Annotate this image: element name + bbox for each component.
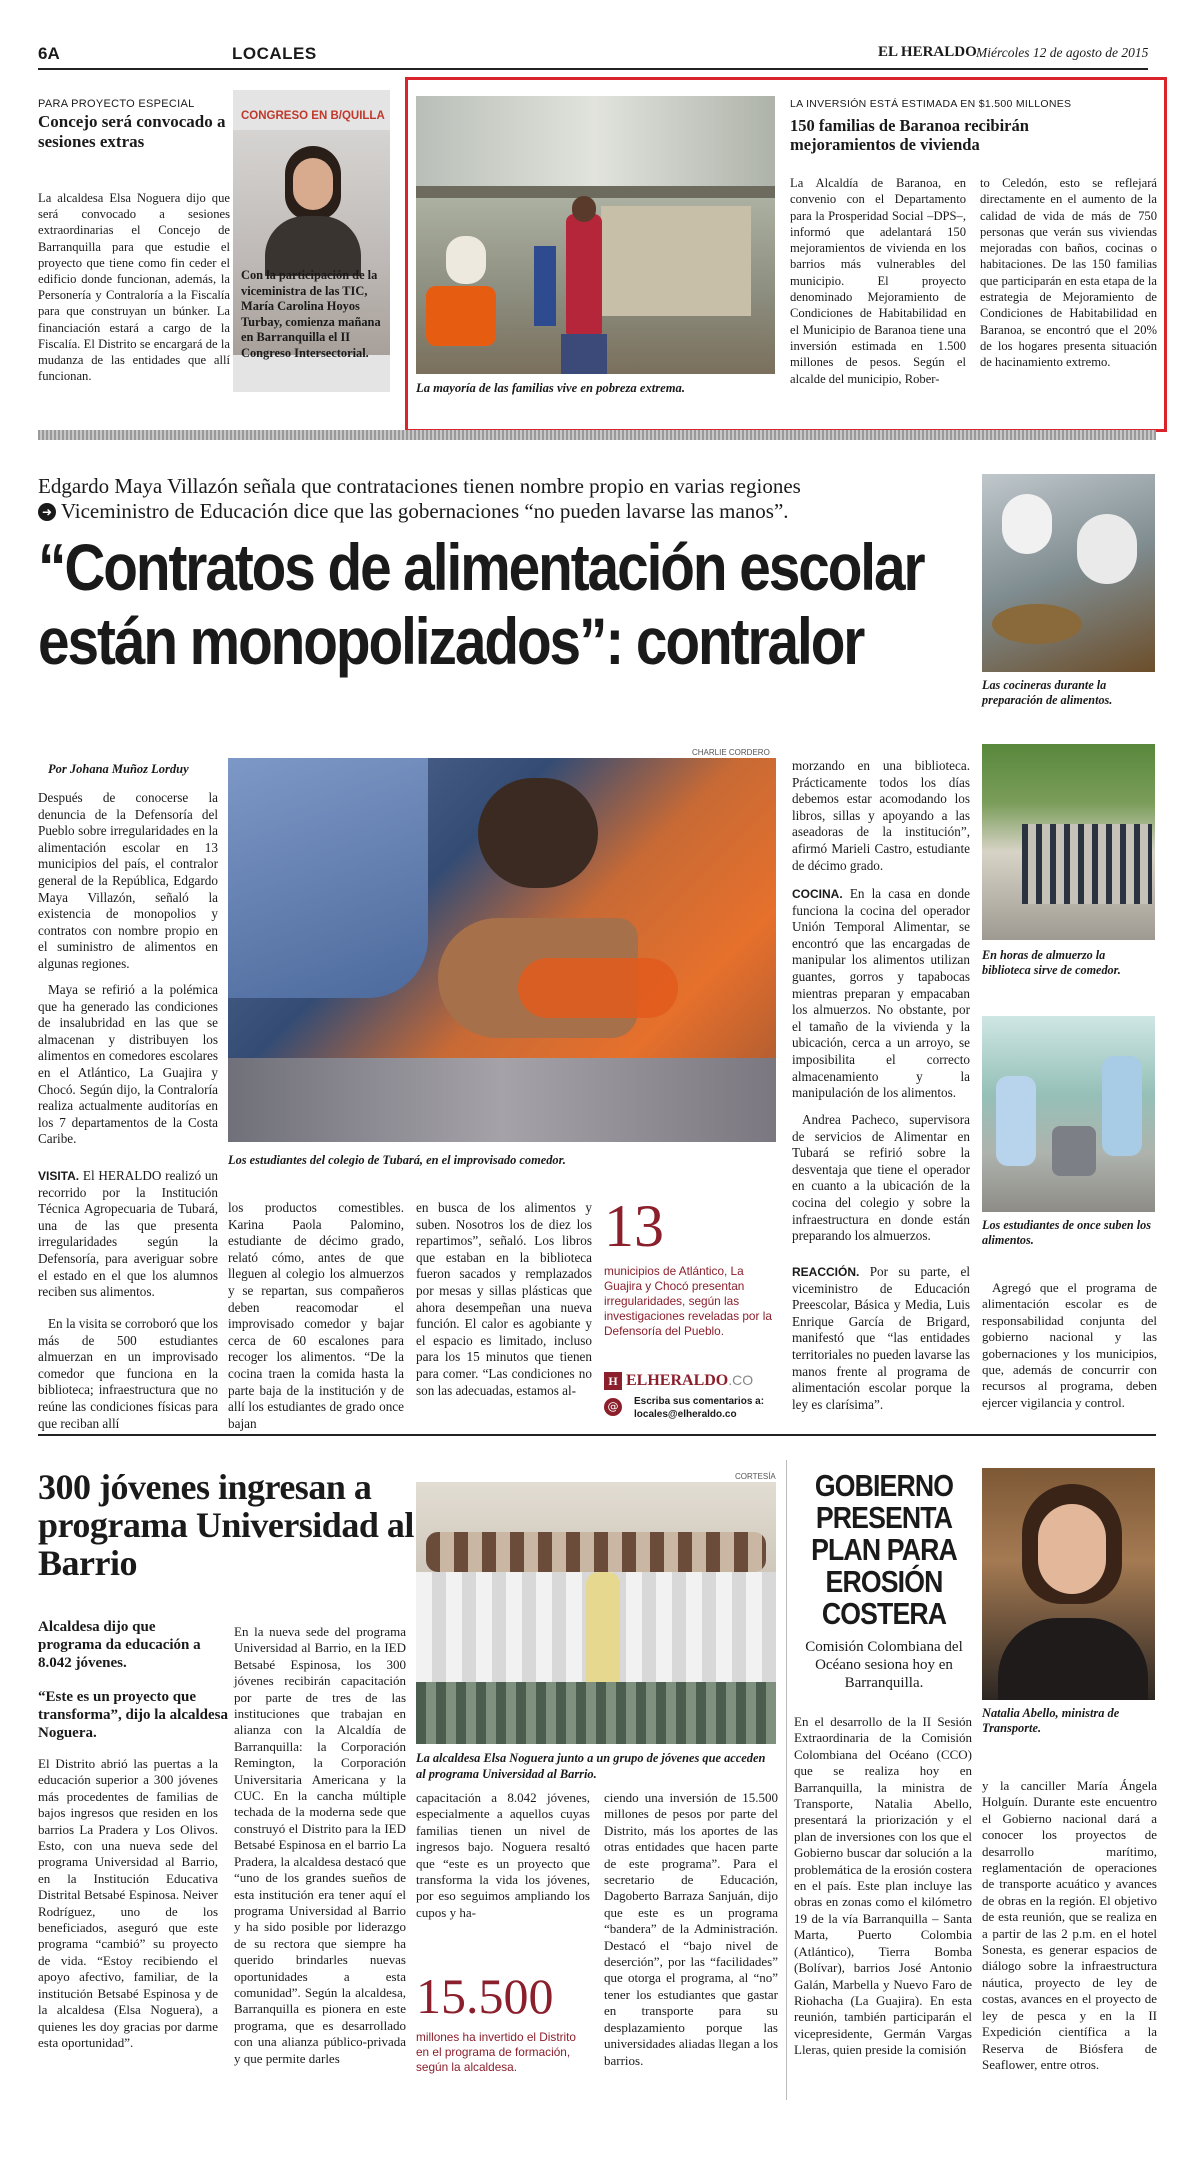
jovenes-photo-credit: CORTESÍA bbox=[735, 1472, 776, 1481]
lower-section-rule bbox=[38, 1434, 1156, 1436]
baranoa-col2: to Celedón, esto se reflejará directamente en el aumento de la calidad de vida de más de 750 personas que verán sus viviendas mejoradas con baños, cocinas o habitaciones. De las 150 familias que participarán en esta etapa de la estrategia de Mejoramiento de Condiciones de Habitabilidad en Baranoa, se encontró que el 20% de los hogares presenta situación de hacinamiento extremo. bbox=[980, 176, 1157, 370]
contratos-headline-line1: “Contratos de alimentación escolar bbox=[38, 530, 924, 604]
page-number: 6A bbox=[38, 44, 60, 63]
side-caption-1: Las cocineras durante la preparación de alimentos. bbox=[982, 678, 1113, 707]
visita-lead: VISITA. bbox=[38, 1169, 80, 1183]
contratos-col3: en busca de los alimentos y suben. Nosotros los de diez los repartimos”, señaló. Los libros que estaban en la biblioteca fueron sacados y remplazados por mesas y sillas plásticas que ahora desempeñan una nueva función. El calor es agobiante y el espacio es limitado, incluso para los 15 minutos que tienen para comer. “Las condiciones no son las adecuadas, estamos al- bbox=[416, 1200, 592, 1398]
contratos-byline: Por Johana Muñoz Lorduy bbox=[48, 762, 189, 776]
contratos-photo-credit: CHARLIE CORDERO bbox=[692, 748, 770, 757]
contratos-col4-p2: En la casa en donde funciona la cocina del operador Unión Temporal Alimentar, se encontró que las encargadas de manipular los alimentos utilizan guantes, gorros y tapabocas mientras preparan y empacaban los almuerzos. No obstante, por el tamaño de la vivienda y la ubicación, cerca a un arroyo, se imposibilita el correcto almacenamiento y la manipulación de los alimentos. bbox=[792, 886, 970, 1101]
baranoa-photo-caption: La mayoría de las familias vive en pobreza extrema. bbox=[416, 381, 685, 395]
contratos-main-photo bbox=[228, 758, 776, 1142]
side-caption-2: En horas de almuerzo la biblioteca sirve de comedor. bbox=[982, 948, 1121, 977]
contratos-col4-p1: morzando en una biblioteca. Prácticamente todos los días debemos estar acomodando los libros, sillas y apoyando a las aseadoras de la institución”, afirmó Marieli Castro, estudiante de décimo grado. bbox=[792, 758, 970, 873]
brand-row bbox=[604, 1372, 784, 1392]
contratos-col1-p3: El HERALDO realizó un recorrido por la Institución Técnica Agropecuaria de Tubará, una de las que presenta irregularidades según la Defensoría, para averiguar sobre el estado en el que los alumnos reciben sus alimentos. bbox=[38, 1168, 219, 1300]
comments-email[interactable]: locales@elheraldo.co bbox=[634, 1409, 737, 1420]
arrow-circle-icon: ➜ bbox=[38, 503, 56, 521]
brand-logo-icon: H bbox=[604, 1372, 622, 1390]
jovenes-headline: 300 jóvenes ingresan a programa Universidad al Barrio bbox=[38, 1467, 414, 1583]
congreso-tag: CONGRESO EN B/QUILLA bbox=[241, 110, 385, 122]
contratos-col1-p2: Maya se refirió a la polémica que ha generado las condiciones de insalubridad en las que se almacenan y distribuyen los alimentos en comedores escolares en el Atlántico, La Guajira y Chocó. Según dijo, la Contraloría realiza actualmente auditorías en los 7 departamentos de la Costa Caribe. bbox=[38, 982, 218, 1147]
jovenes-deck2: “Este es un proyecto que transforma”, dijo la alcaldesa Noguera. bbox=[38, 1689, 228, 1741]
side-photo-cocineras bbox=[982, 474, 1155, 672]
contratos-col4-p3: Andrea Pacheco, supervisora de servicios de Alimentar en Tubará se refirió sobre la desventaja que tiene el operador en cuanto a la ubicación de la cocina del colegio y sobre la infraestructura en donde están preparando los almuerzos. bbox=[792, 1112, 970, 1244]
brand-name: ELHERALDO bbox=[626, 1372, 729, 1389]
jovenes-col3: capacitación a 8.042 jóvenes, especialmente a aquellos cuyas familias tienen un nivel de ingresos bajo. Noguera resaltó que “este es un proyecto que transforma la vida los jóvenes, por eso seguimos ampliando los cupos y ha- bbox=[416, 1790, 590, 1920]
jovenes-group-photo bbox=[416, 1482, 776, 1744]
contratos-col1-p3-block bbox=[38, 1168, 218, 1301]
baranoa-kicker: LA INVERSIÓN ESTÁ ESTIMADA EN $1.500 MILLONES bbox=[790, 98, 1072, 110]
reaccion-lead: REACCIÓN. bbox=[792, 1265, 860, 1279]
congreso-box bbox=[233, 90, 390, 392]
costera-deck: Comisión Colombiana del Océano sesiona hoy en Barranquilla. bbox=[805, 1639, 963, 1691]
contratos-col2: los productos comestibles. Karina Paola Palomino, estudiante de décimo grado, relató cómo, antes de que lleguen al colegio los almuerzos y se repartan, sus compañeros deben reacomodar el improvisado comedor y bajar cerca de 60 escalones para recoger los alimentos. “De la cocina traen la comida hasta la parte baja de la institución y de allí los estudiantes de grado once bajan bbox=[228, 1200, 404, 1431]
contratos-col4-p4-block bbox=[792, 1264, 970, 1413]
stat-text-15500: millones ha invertido el Distrito en el programa de formación, según la alcaldesa. bbox=[416, 2030, 576, 2074]
jovenes-photo-caption: La alcaldesa Elsa Noguera junto a un grupo de jóvenes que acceden al programa Universidad al Barrio. bbox=[416, 1751, 766, 1781]
costera-col2: y la canciller María Ángela Holguín. Durante este encuentro el Gobierno nacional dará a conocer los proyectos de desarrollo marítimo, reglamentación de operaciones de transporte acuático y avances de obras en la región. El objetivo de esta reunión, que se realiza en a partir de las 2 p.m. en el hotel Sonesta, es generar espacios de diálogo sobre la infraestructura náutica, proyecto de ley de costas, avances en el proyecto de ley de pesca y en la II Expedición científica a la Reserva de Biósfera de Seaflower, entre otros. bbox=[982, 1778, 1157, 2072]
baranoa-photo bbox=[416, 96, 775, 374]
contratos-col1-p1: Después de conocerse la denuncia de la Defensoría del Pueblo sobre irregularidades en la alimentación escolar en 13 municipios del país, el contralor general de la República, Edgardo Maya Villazón, señaló la existencia de monopolios y contratos con nombre propio en el suministro de alimentos en algunas regiones. bbox=[38, 790, 218, 971]
contratos-col4-p2-block bbox=[792, 886, 970, 1102]
column-divider bbox=[786, 1460, 787, 2100]
contratos-deck2: Viceministro de Educación dice que las gobernaciones “no pueden lavarse las manos”. bbox=[60, 499, 789, 523]
at-icon: @ bbox=[604, 1398, 622, 1416]
side-photo-biblioteca bbox=[982, 744, 1155, 940]
side-text: Agregó que el programa de alimentación escolar es de responsabilidad conjunta del gobierno nacional y las gobernaciones y los municipios, que, además de concurrir con recursos al programa, deben ejercer vigilancia y control. bbox=[982, 1280, 1157, 1410]
contratos-headline-line2: están monopolizados”: contralor bbox=[38, 604, 864, 678]
costera-minister-photo bbox=[982, 1468, 1155, 1700]
stat-number-13: 13 bbox=[604, 1193, 664, 1259]
header-rule bbox=[38, 68, 1148, 70]
side-caption-3: Los estudiantes de once suben los alimentos. bbox=[982, 1218, 1151, 1247]
costera-col1: En el desarrollo de la II Sesión Extraordinaria de la Comisión Colombiana del Océano (CCO) que se realiza hoy en Barranquilla, la ministra de Transporte, Natalia Abello, presentará la priorización y el plan de inversiones con los que el Gobierno buscar dar solución a la problemática de la erosión costera en el país. Este plan incluye las obras en zonas como el kilómetro 19 de la vía Barranquilla – Santa Marta, Puerto Colombia (Atlántico), Tierra Bomba (Bolívar), barrios José Antonio Galán, Marbella y Nuevo Faro de Riohacha (La Guajira). En esta reunión, también participarán el vicepresidente, Germán Vargas Lleras, quien preside la comisión bbox=[794, 1714, 972, 2058]
side-photo-estudiantes bbox=[982, 1016, 1155, 1212]
contratos-main-caption: Los estudiantes del colegio de Tubará, en el improvisado comedor. bbox=[228, 1153, 566, 1167]
concejo-body: La alcaldesa Elsa Noguera dijo que será convocado a sesiones extraordinarias el Concejo de Barranquilla para que estudie el proyecto que tiene como fin ceder el edificio donde funcionan, además, la Personería y Contraloría a la Fiscalía para que construyan un búnker. La financiación estará a cargo de la Fiscalía. El Distrito se encargará de la mudanza de las entidades que allí funcionan. bbox=[38, 191, 230, 384]
contratos-deck1: Edgardo Maya Villazón señala que contrataciones tienen nombre propio en varias regiones bbox=[38, 474, 801, 498]
baranoa-headline: 150 familias de Baranoa recibirán mejoramientos de vivienda bbox=[790, 116, 1029, 154]
costera-headline: GOBIERNO PRESENTA PLAN PARA EROSIÓN COSTERA bbox=[811, 1468, 957, 1631]
jovenes-col1: El Distrito abrió las puertas a la educación superior a 300 jóvenes más procedentes de familias de bajos ingresos que residen en los barrios La Pradera y Los Olivos. Esto, con una nueva sede del programa Universidad al Barrio, en la Institución Educativa Distrital Betsabé Espinosa. Neiver Rodríguez, uno de los beneficiados, aseguró que este programa “cambió” su proyecto de vida. “Estoy recibiendo el apoyo afectivo, familiar, de la institución Betsabé Espinosa y de la alcaldesa (Elsa Noguera), a quienes les doy gracias por darme esta oportunidad”. bbox=[38, 1756, 218, 2050]
contratos-col1-p4: En la visita se corroboró que los más de 500 estudiantes almuerzan en un improvisado comedor que funciona en la biblioteca; infraestructura que no reúne las condiciones físicas para que reciban allí bbox=[38, 1316, 218, 1431]
concejo-headline: Concejo será convocado a sesiones extras bbox=[38, 112, 226, 151]
baranoa-col1: La Alcaldía de Baranoa, en convenio con el Departamento para la Prosperidad Social –DPS–, informó que adelantará 150 mejoramientos de vivienda en los barrios más vulnerables del municipio. El proyecto denominado Mejoramiento de Condiciones de Habitabilidad en el Municipio de Baranoa tiene una inversión estimada en 1.500 millones de pesos. Según el alcalde del municipio, Rober- bbox=[790, 176, 966, 386]
jovenes-col4: ciendo una inversión de 15.500 millones de pesos por parte del Distrito, más los aportes de las otras entidades que hacen parte de este programa”. Para el secretario de Educación, Dagoberto Barraza Sanjuán, dijo que este es un programa “bandera” de la Administración. Destacó el “bajo nivel de deserción”, por las “facilidades” que otorga el programa, al “no” tener los estudiantes que gastar en transporte para su desplazamiento porque las universidades aliadas llegan a los barrios. bbox=[604, 1790, 778, 2068]
contratos-deck2-row bbox=[38, 499, 998, 523]
section-separator-band bbox=[38, 430, 1156, 440]
jovenes-deck1: Alcaldesa dijo que programa da educación a 8.042 jóvenes. bbox=[38, 1619, 201, 1671]
concejo-kicker: PARA PROYECTO ESPECIAL bbox=[38, 98, 195, 110]
section-name: LOCALES bbox=[232, 44, 317, 63]
brand-tld: .CO bbox=[728, 1372, 754, 1388]
congreso-caption: Con la participación de la viceministra de las TIC, María Carolina Hoyos Turbay, comienza mañana en Barranquilla el II Congreso Intersectorial. bbox=[241, 268, 381, 360]
jovenes-col2: En la nueva sede del programa Universidad al Barrio, en la IED Betsabé Espinosa, los 300 jóvenes recibirán capacitación por parte de tres de las instituciones que trabajan en alianza con la Alcaldía de Barranquilla: la Corporación Remington, la Corporación Universitaria Americana y la CUC. En la cancha múltiple techada de la moderna sede que construyó el Distrito para la IED Betsabé Espinosa en el barrio La Pradera, la alcaldesa destacó que “uno de los grandes sueños de esta institución era tener aquí el programa Universidad al Barrio y ha sido posible por liderazgo de su rectora que siempre ha querido brindarles nuevas oportunidades a esta comunidad”. Según la alcaldesa, Barranquilla es pionera en este programa, que es desarrollado con una alianza público-privada y que permite darles bbox=[234, 1624, 406, 2066]
issue-date: Miércoles 12 de agosto de 2015 bbox=[976, 45, 1149, 60]
cocina-lead: COCINA. bbox=[792, 887, 843, 901]
costera-photo-caption: Natalia Abello, ministra de Transporte. bbox=[982, 1706, 1120, 1735]
contratos-col4-p4: Por su parte, el viceministro de Educación Preescolar, Básica y Media, Luis Enrique García de Brigard, manifestó que “las entidades territoriales no pueden lavarse las manos frente al programa de alimentación escolar porque la ley es clarísima”. bbox=[792, 1264, 970, 1412]
stat-text-13: municipios de Atlántico, La Guajira y Chocó presentan irregularidades, según las investigaciones reveladas por la Defensoría del Pueblo. bbox=[604, 1264, 772, 1338]
paper-name: EL HERALDO bbox=[878, 44, 977, 60]
stat-number-15500: 15.500 bbox=[416, 1968, 554, 2024]
comments-label: Escriba sus comentarios a: bbox=[634, 1396, 765, 1407]
